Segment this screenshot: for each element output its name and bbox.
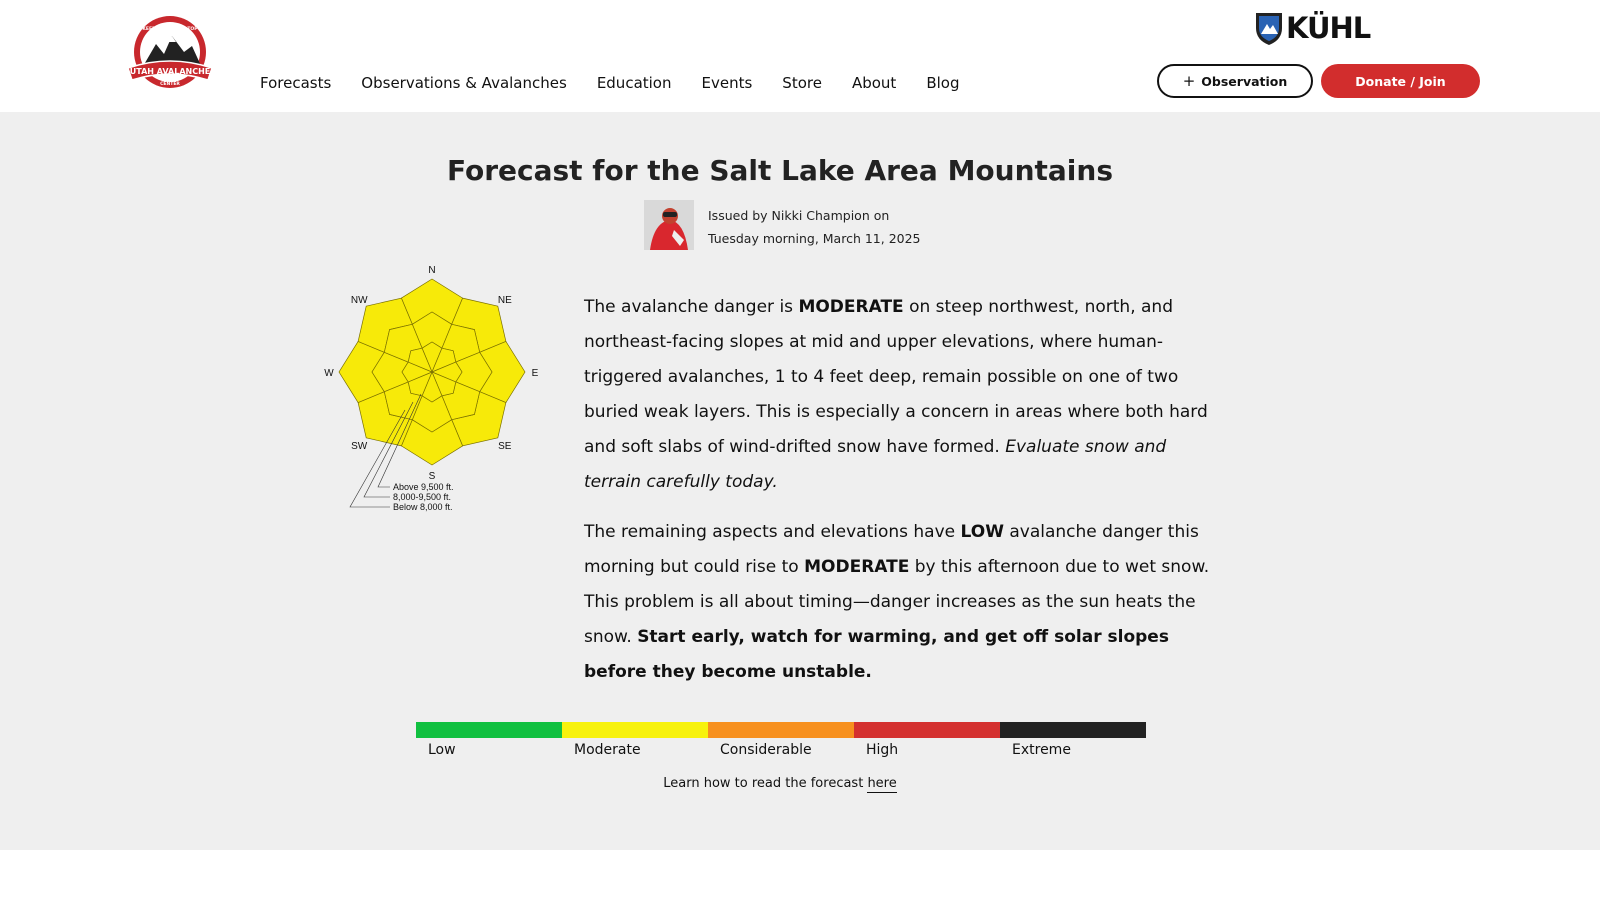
- sponsor-name: KÜHL: [1286, 11, 1371, 45]
- logo-name-text: UTAH AVALANCHE: [129, 67, 211, 76]
- scale-label-considerable: Considerable: [720, 742, 812, 758]
- nav-about[interactable]: About: [851, 74, 897, 92]
- scale-label-high: High: [866, 742, 899, 758]
- site-header: [0, 0, 1600, 112]
- rose-direction-label: E: [531, 368, 539, 379]
- scale-label-extreme: Extreme: [1012, 742, 1071, 758]
- bottom-line-paragraph-1: The avalanche danger is MODERATE on steep northwest, north, and northeast-facing slopes at mid and upper elevations, where human-triggered avalanches, 1 to 4 feet deep, remain possible on one of two buried weak layers. This is especially a concern in areas where both hard and soft slabs of wind-drifted snow have formed. Evaluate snow and terrain carefully today.: [584, 297, 1208, 492]
- nav-education[interactable]: Education: [596, 74, 672, 92]
- bottom-line-paragraph-2: The remaining aspects and elevations have LOW avalanche danger this morning but could rise to MODERATE by this afternoon due to wet snow. This problem is all about timing—danger increases as the sun heats the snow. Start early, watch for warming, and get off solar slopes before they become unstable.: [584, 522, 1210, 682]
- danger-rose: [324, 265, 546, 518]
- add-observation-button[interactable]: [1157, 64, 1313, 98]
- danger-scale: [416, 722, 1146, 758]
- nav-store[interactable]: Store: [782, 74, 822, 92]
- danger-scale-labels: [416, 742, 1146, 758]
- scale-label-low: Low: [428, 742, 456, 758]
- nav-forecasts[interactable]: Forecasts: [260, 74, 332, 92]
- learn-text: Learn how to read the forecast: [663, 776, 868, 791]
- nav-blog[interactable]: Blog: [926, 74, 960, 92]
- scale-segment-considerable: [708, 722, 854, 738]
- nav-observations-avalanches[interactable]: Observations & Avalanches: [361, 74, 567, 92]
- rose-legend-label: Above 9,500 ft.: [393, 482, 454, 492]
- donate-join-button[interactable]: [1321, 64, 1480, 98]
- nav-events[interactable]: Events: [701, 74, 753, 92]
- sponsor-logo[interactable]: [1254, 10, 1370, 46]
- rose-direction-label: W: [324, 368, 334, 379]
- rose-direction-label: SW: [351, 440, 368, 452]
- issued-by-text: Issued by Nikki Champion on: [708, 208, 890, 223]
- learn-forecast-line: [0, 776, 1560, 791]
- main-nav: [260, 72, 989, 94]
- scale-segment-extreme: [1000, 722, 1146, 738]
- logo-sub-text: CENTER: [160, 82, 180, 87]
- bottom-line: [584, 290, 1214, 705]
- learn-here-link[interactable]: here: [867, 776, 897, 791]
- plus-icon: +: [1182, 72, 1196, 90]
- danger-scale-bar: [416, 722, 1146, 738]
- rose-legend-label: Below 8,000 ft.: [393, 502, 453, 512]
- scale-segment-moderate: [562, 722, 708, 738]
- page-footer: [0, 850, 1600, 900]
- scale-segment-low: [416, 722, 562, 738]
- page-title: Forecast for the Salt Lake Area Mountains: [446, 154, 1114, 187]
- scale-label-moderate: Moderate: [574, 742, 641, 758]
- rose-direction-label: SE: [498, 440, 512, 452]
- forecast-main: [0, 112, 1600, 850]
- issued-date-text: Tuesday morning, March 11, 2025: [708, 231, 921, 246]
- observation-button-label: Observation: [1201, 73, 1288, 89]
- rose-direction-label: NE: [497, 295, 512, 307]
- logo-top-text: KEEPING YOU ON TOP: [142, 27, 198, 32]
- shield-icon: [1254, 10, 1284, 46]
- rose-direction-label: N: [428, 265, 436, 276]
- forecaster-avatar: [644, 200, 694, 250]
- rose-legend-label: 8,000-9,500 ft.: [393, 492, 452, 502]
- donate-button-label: Donate / Join: [1355, 73, 1446, 89]
- rose-direction-label: S: [428, 471, 436, 482]
- scale-segment-high: [854, 722, 1000, 738]
- utah-avalanche-center-logo[interactable]: [118, 14, 222, 94]
- rose-direction-label: NW: [350, 295, 368, 307]
- issued-info: [708, 204, 921, 250]
